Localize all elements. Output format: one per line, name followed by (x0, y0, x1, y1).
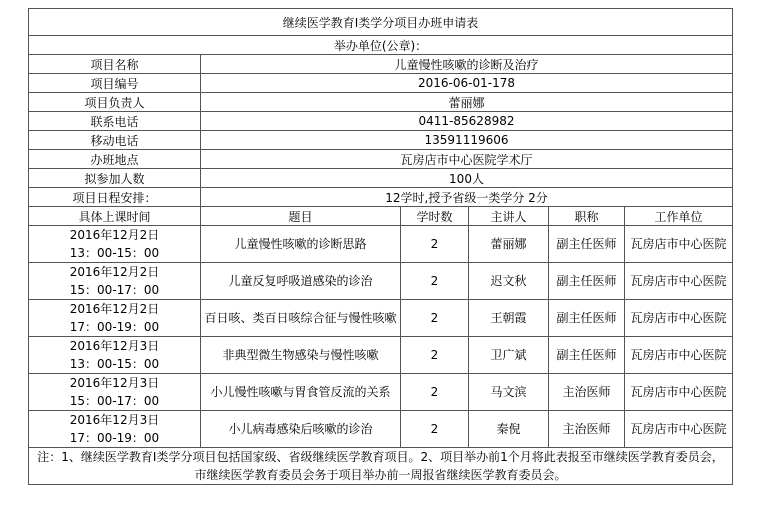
session-date: 2016年12月3日 (69, 339, 160, 353)
session-unit: 瓦房店市中心医院 (625, 226, 733, 263)
table-row (29, 300, 733, 337)
field-label: 联系电话 (29, 112, 201, 131)
session-hours: 2 (401, 337, 469, 374)
session-unit: 瓦房店市中心医院 (625, 300, 733, 337)
column-header: 主讲人 (469, 207, 549, 226)
field-value: 儿童慢性咳嗽的诊断及治疗 (201, 55, 733, 74)
footnote-line-1: 注：1、继续医学教育Ⅰ类学分项目包括国家级、省级继续医学教育项目。2、项目举办前1个月将此表报至市继续医学教育委员会， (37, 450, 724, 464)
table-row (29, 337, 733, 374)
session-date: 2016年12月3日 (69, 376, 160, 390)
field-row-mobile (29, 131, 733, 150)
field-row-location (29, 150, 733, 169)
session-unit: 瓦房店市中心医院 (625, 374, 733, 411)
session-time: 15：00-17：00 (69, 394, 160, 408)
column-header: 学时数 (401, 207, 469, 226)
field-row-project-name (29, 55, 733, 74)
field-label: 项目日程安排： (29, 188, 201, 207)
session-time-cell (29, 300, 201, 337)
session-speaker: 蕾丽娜 (469, 226, 549, 263)
organizer-label: 举办单位(公章)： (29, 36, 733, 55)
field-label: 移动电话 (29, 131, 201, 150)
table-row (29, 263, 733, 300)
organizer-row (29, 36, 733, 55)
session-time: 15：00-17：00 (69, 283, 160, 297)
session-time-cell (29, 411, 201, 448)
application-form-table (28, 8, 733, 485)
session-speaker: 秦倪 (469, 411, 549, 448)
field-row-schedule (29, 188, 733, 207)
session-time-cell (29, 263, 201, 300)
session-unit: 瓦房店市中心医院 (625, 411, 733, 448)
session-rank: 主治医师 (549, 411, 625, 448)
field-value: 100人 (201, 169, 733, 188)
session-topic: 小儿病毒感染后咳嗽的诊治 (201, 411, 401, 448)
session-rank: 主治医师 (549, 374, 625, 411)
session-date: 2016年12月2日 (69, 265, 160, 279)
session-topic: 儿童反复呼吸道感染的诊治 (201, 263, 401, 300)
title-row (29, 9, 733, 36)
session-date: 2016年12月2日 (69, 302, 160, 316)
field-value: 蕾丽娜 (201, 93, 733, 112)
field-value: 0411-85628982 (201, 112, 733, 131)
field-value: 13591119606 (201, 131, 733, 150)
schedule-header-row (29, 207, 733, 226)
session-rank: 副主任医师 (549, 337, 625, 374)
field-label: 项目负责人 (29, 93, 201, 112)
session-topic: 百日咳、类百日咳综合征与慢性咳嗽 (201, 300, 401, 337)
column-header: 题目 (201, 207, 401, 226)
session-speaker: 迟文秋 (469, 263, 549, 300)
field-value: 12学时,授予省级一类学分 2分 (201, 188, 733, 207)
session-rank: 副主任医师 (549, 300, 625, 337)
session-speaker: 王朝霞 (469, 300, 549, 337)
session-time: 17：00-19：00 (69, 320, 160, 334)
field-row-attendees (29, 169, 733, 188)
column-header: 工作单位 (625, 207, 733, 226)
session-rank: 副主任医师 (549, 226, 625, 263)
session-unit: 瓦房店市中心医院 (625, 263, 733, 300)
field-row-project-leader (29, 93, 733, 112)
column-header: 职称 (549, 207, 625, 226)
session-topic: 小儿慢性咳嗽与胃食管反流的关系 (201, 374, 401, 411)
session-hours: 2 (401, 226, 469, 263)
table-row (29, 374, 733, 411)
session-topic: 儿童慢性咳嗽的诊断思路 (201, 226, 401, 263)
footnote-line-2: 市继续医学教育委员会务于项目举办前一周报省继续医学教育委员会。 (194, 468, 567, 482)
field-row-phone (29, 112, 733, 131)
field-label: 拟参加人数 (29, 169, 201, 188)
field-label: 项目名称 (29, 55, 201, 74)
session-date: 2016年12月2日 (69, 228, 160, 242)
column-header: 具体上课时间 (29, 207, 201, 226)
session-unit: 瓦房店市中心医院 (625, 337, 733, 374)
session-time: 13：00-15：00 (69, 357, 160, 371)
session-date: 2016年12月3日 (69, 413, 160, 427)
field-row-project-number (29, 74, 733, 93)
session-rank: 副主任医师 (549, 263, 625, 300)
session-topic: 非典型微生物感染与慢性咳嗽 (201, 337, 401, 374)
session-time-cell (29, 374, 201, 411)
session-hours: 2 (401, 374, 469, 411)
table-row (29, 411, 733, 448)
field-value: 瓦房店市中心医院学术厅 (201, 150, 733, 169)
session-speaker: 马文滨 (469, 374, 549, 411)
form-title: 继续医学教育Ⅰ类学分项目办班申请表 (29, 9, 733, 36)
note-row (29, 448, 733, 485)
session-speaker: 卫广斌 (469, 337, 549, 374)
session-time: 17：00-19：00 (69, 431, 160, 445)
session-hours: 2 (401, 263, 469, 300)
field-label: 办班地点 (29, 150, 201, 169)
table-row (29, 226, 733, 263)
session-time: 13：00-15：00 (69, 246, 160, 260)
session-time-cell (29, 226, 201, 263)
session-time-cell (29, 337, 201, 374)
session-hours: 2 (401, 300, 469, 337)
footnote (29, 448, 733, 485)
field-value: 2016-06-01-178 (201, 74, 733, 93)
field-label: 项目编号 (29, 74, 201, 93)
session-hours: 2 (401, 411, 469, 448)
